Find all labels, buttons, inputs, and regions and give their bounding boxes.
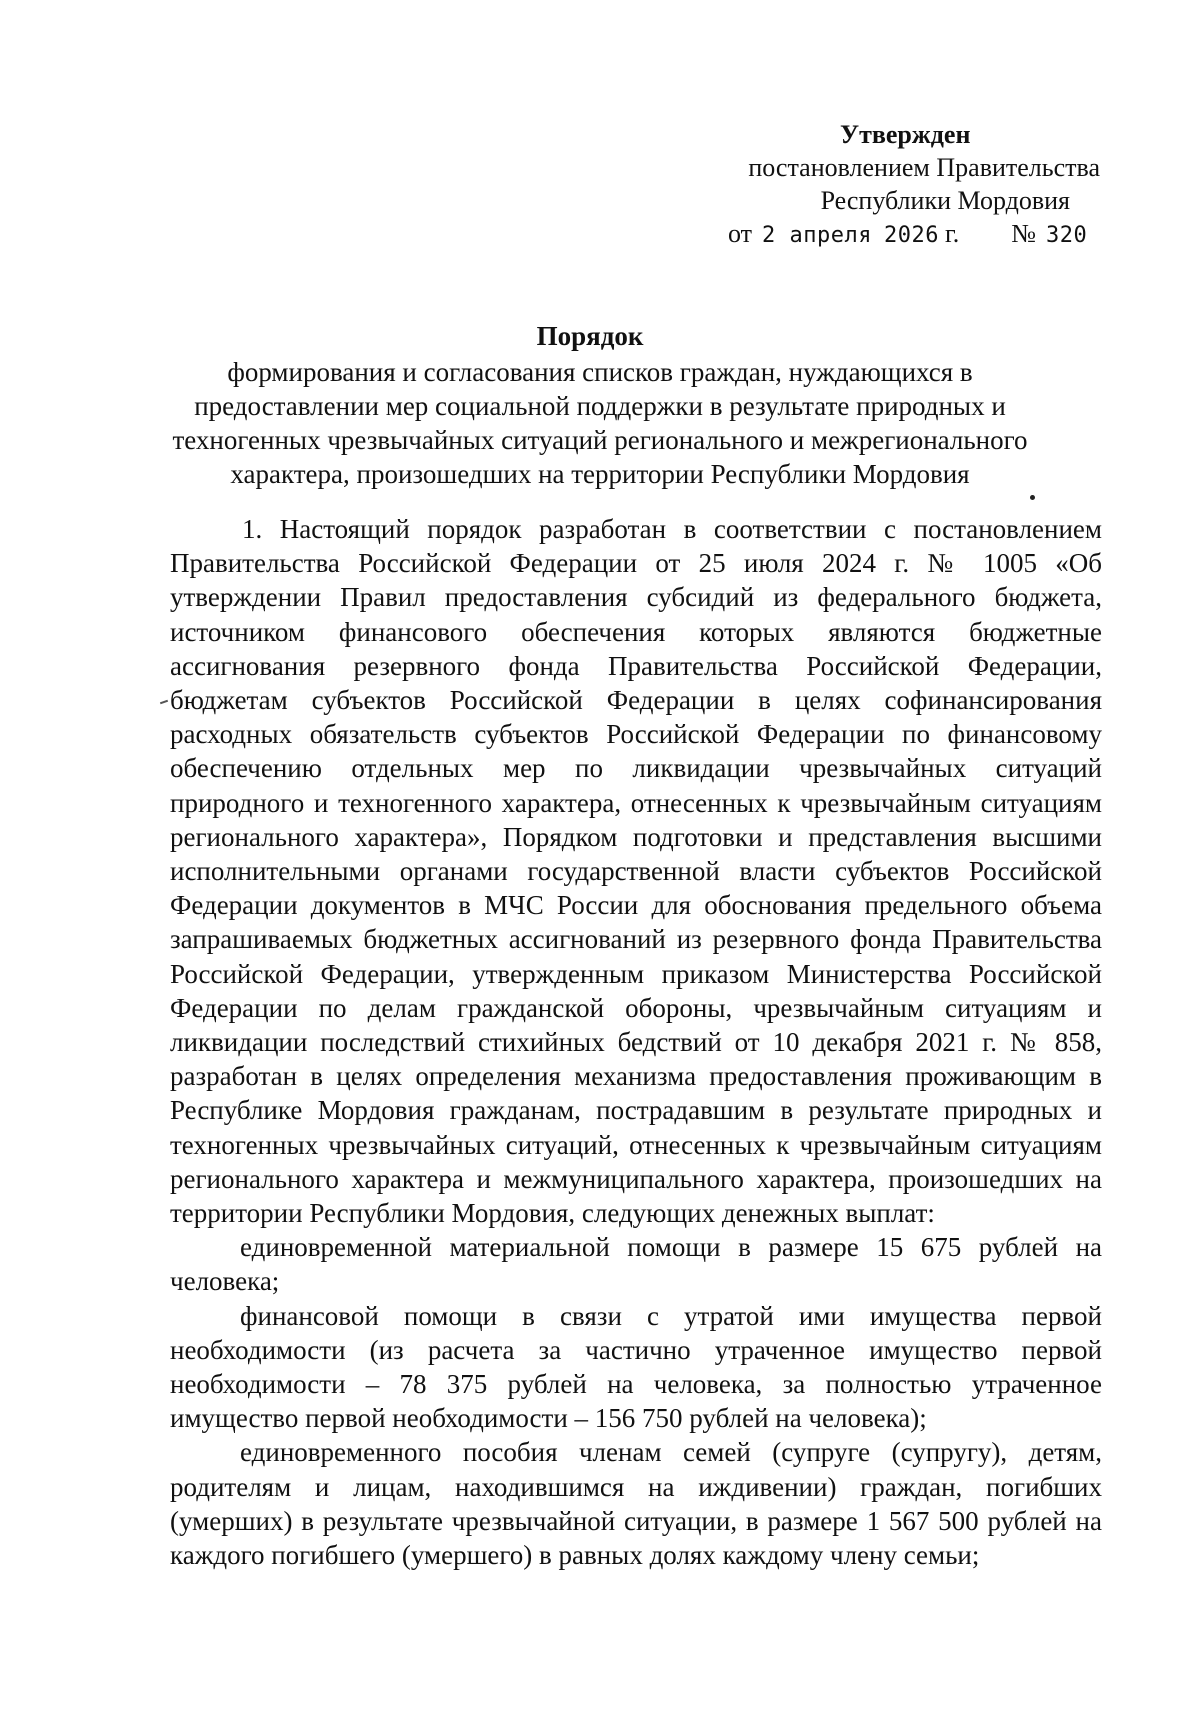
document-body [170, 512, 1102, 1572]
document-subtitle: формирования и согласования списков граждан, нуждающихся в предоставлении мер социальной поддержки в результате природных и техногенных чрезвычайных ситуаций регионального и межрегионального характера, произошедших на территории Республики Мордовия [172, 357, 1028, 489]
approval-stamp [720, 118, 1120, 252]
scan-speck [160, 700, 168, 705]
approval-line-republic: Республики Мордовия [820, 186, 1070, 215]
stray-dot [1030, 495, 1035, 500]
paragraph-4: единовременного пособия членам семей (супруге (супругу), детям, родителям и лицам, находившимся на иждивении) граждан, погибших (умерших) в результате чрезвычайной ситуации, в размере 1 567 500 рублей на каждого погибшего (умершего) в равных долях каждому члену семьи; [170, 1437, 1102, 1571]
approval-date-line [720, 217, 1120, 252]
approval-date-year: 2026 [884, 223, 939, 248]
approval-date-prefix: от [728, 219, 753, 248]
paragraph-1: 1. Настоящий порядок разработан в соответствии с постановлением Правительства Российской Федерации от 25 июля 2024 г. № 1005 «Об утверждении Правил предоставления субсидий из федерального бюджета, источником финансового обеспечения которых являются бюджетные ассигнования резервного фонда Правительства Российской Федерации, бюджетам субъектов Российской Федерации в целях софинансирования расходных обязательств субъектов Российской Федерации по финансовому обеспечению отдельных мер по ликвидации чрезвычайных ситуаций природного и техногенного характера, отнесенных к чрезвычайным ситуациям регионального характера», Порядком подготовки и представления высшими исполнительными органами государственной власти субъектов Российской Федерации документов в МЧС России для обоснования предельного объема запрашиваемых бюджетных ассигнований из резервного фонда Правительства Российской Федерации, утвержденным приказом Министерства Российской Федерации по делам гражданской обороны, чрезвычайным ситуациям и ликвидации последствий стихийных бедствий от 10 декабря 2021 г. № 858, разработан в целях определения механизма предоставления проживающим в Республике Мордовия гражданам, пострадавшим в результате природных и техногенных чрезвычайных ситуаций, отнесенных к чрезвычайным ситуациям регионального характера и межмуниципального характера, произошедших на территории Республики Мордовия, следующих денежных выплат: [170, 514, 1102, 1229]
approval-date-suffix: г. [944, 219, 960, 248]
paragraph-2: единовременной материальной помощи в размере 15 675 рублей на человека; [170, 1232, 1102, 1297]
paragraph-3: финансовой помощи в связи с утратой ими имущества первой необходимости (из расчета за частично утраченное имущество первой необходимости – 78 375 рублей на человека, за полностью утраченное имущество первой необходимости – 156 750 рублей на человека); [170, 1300, 1102, 1434]
approval-line-resolution: постановлением Правительства [748, 153, 1100, 182]
approval-number-label: № [1011, 219, 1037, 248]
document-title: Порядок [536, 321, 644, 351]
approval-date-day: 2 апреля [762, 223, 872, 248]
approval-number: 320 [1046, 223, 1088, 248]
approval-title: Утвержден [840, 120, 971, 149]
